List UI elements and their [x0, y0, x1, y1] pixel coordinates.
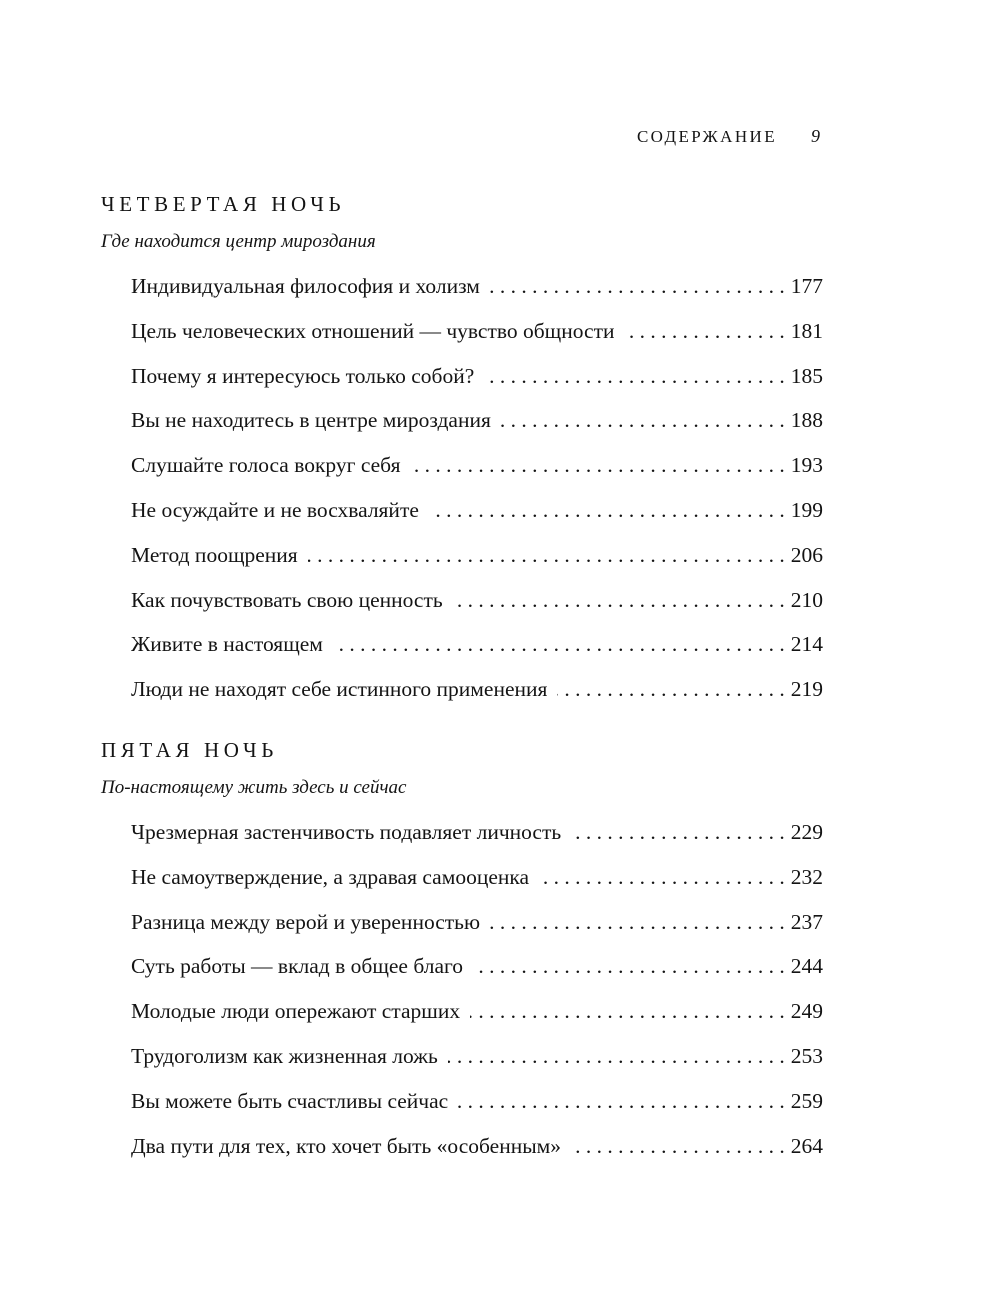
dot-leader	[453, 578, 785, 623]
dot-leader	[458, 1079, 785, 1124]
toc-entry-page: 264	[790, 1133, 823, 1158]
toc-entry-title: Трудоголизм как жизненная ложь	[131, 1043, 438, 1068]
dot-leader	[571, 810, 785, 855]
toc-entry-title: Разница между верой и уверенностью	[131, 909, 481, 934]
toc-entry-page: 253	[790, 1043, 823, 1068]
toc-entry[interactable]	[101, 1124, 823, 1169]
toc-section-fourth-night	[101, 190, 823, 712]
toc-entry[interactable]	[101, 443, 823, 488]
dot-leader	[557, 667, 784, 712]
toc-entry-title: Индивидуальная философия и холизм	[131, 274, 480, 298]
dot-leader	[539, 855, 785, 900]
toc-entry[interactable]	[101, 855, 823, 900]
dot-leader	[470, 989, 785, 1034]
toc-entry-title: Суть работы — вклад в общее благо	[131, 954, 464, 979]
dot-leader	[490, 900, 785, 945]
toc-entry-title: Слушайте голоса вокруг себя	[131, 453, 401, 478]
toc-entry-title: Цель человеческих отношений — чувство общности	[131, 318, 615, 343]
toc-entry-page: 206	[790, 542, 823, 567]
toc-section-fifth-night	[101, 736, 823, 1168]
toc-entry-page: 214	[790, 632, 823, 657]
toc-entry[interactable]	[101, 900, 823, 945]
section-title: ПЯТАЯ НОЧЬ	[101, 737, 278, 762]
toc-entry-page: 229	[790, 819, 823, 844]
table-of-contents	[101, 190, 823, 1168]
toc-entry-page: 185	[790, 363, 823, 388]
running-header	[637, 126, 820, 147]
toc-entry-title: Не самоутверждение, а здравая самооценка	[131, 864, 530, 889]
toc-entry[interactable]	[101, 1079, 823, 1124]
dot-leader	[501, 398, 785, 443]
running-header-title: СОДЕРЖАНИЕ	[636, 127, 777, 146]
toc-entry-page: 188	[790, 408, 823, 433]
toc-entry[interactable]	[101, 398, 823, 443]
toc-entry-page: 219	[790, 677, 823, 702]
dot-leader	[448, 1034, 785, 1079]
section-subtitle: Где находится центр мироздания	[101, 231, 376, 252]
toc-entry-title: Живите в настоящем	[131, 632, 323, 657]
toc-entry-page: 237	[790, 909, 823, 934]
section-title: ЧЕТВЕРТАЯ НОЧЬ	[101, 192, 346, 216]
toc-entry-page: 210	[790, 587, 823, 612]
toc-entry-title: Метод поощрения	[131, 542, 298, 567]
toc-entry-title: Вы не находитесь в центре мироздания	[131, 408, 491, 433]
toc-entry[interactable]	[101, 533, 823, 578]
dot-leader	[410, 443, 784, 488]
toc-entry-page: 232	[790, 864, 823, 889]
toc-entry-title: Молодые люди опережают старших	[131, 999, 461, 1024]
toc-entry[interactable]	[101, 944, 823, 989]
toc-entry-page: 244	[790, 954, 823, 979]
toc-entry[interactable]	[101, 488, 823, 533]
page-number: 9	[811, 126, 820, 146]
dot-leader	[429, 488, 785, 533]
toc-entry-page: 259	[790, 1088, 823, 1113]
toc-entry-page: 193	[790, 453, 823, 478]
dot-leader	[308, 533, 785, 578]
toc-entries	[101, 810, 823, 1168]
dot-leader	[571, 1124, 785, 1169]
toc-entry-page: 249	[790, 999, 823, 1024]
toc-entries	[101, 264, 823, 712]
dot-leader	[624, 309, 784, 354]
dot-leader	[484, 354, 784, 399]
toc-entry[interactable]	[101, 622, 823, 667]
toc-entry-page: 177	[790, 274, 823, 298]
toc-entry[interactable]	[101, 810, 823, 855]
dot-leader	[333, 622, 785, 667]
dot-leader	[473, 944, 785, 989]
toc-entry[interactable]	[101, 309, 823, 354]
toc-entry-title: Люди не находят себе истинного применения	[131, 677, 548, 702]
toc-entry-page: 199	[790, 497, 823, 522]
toc-entry[interactable]	[101, 264, 823, 309]
toc-entry-title: Два пути для тех, кто хочет быть «особенным»	[131, 1133, 562, 1158]
toc-entry[interactable]	[101, 354, 823, 399]
toc-entry-title: Как почувствовать свою ценность	[131, 587, 443, 612]
toc-entry[interactable]	[101, 667, 823, 712]
dot-leader	[490, 264, 785, 309]
toc-entry-title: Вы можете быть счастливы сейчас	[131, 1088, 449, 1113]
section-subtitle: По-настоящему жить здесь и сейчас	[101, 776, 407, 798]
toc-entry[interactable]	[101, 578, 823, 623]
toc-entry[interactable]	[101, 989, 823, 1034]
toc-entry-page: 181	[790, 318, 823, 343]
toc-entry[interactable]	[101, 1034, 823, 1079]
toc-entry-title: Чрезмерная застенчивость подавляет личность	[131, 819, 562, 844]
toc-entry-title: Почему я интересуюсь только собой?	[131, 363, 475, 388]
toc-entry-title: Не осуждайте и не восхваляйте	[131, 497, 419, 522]
